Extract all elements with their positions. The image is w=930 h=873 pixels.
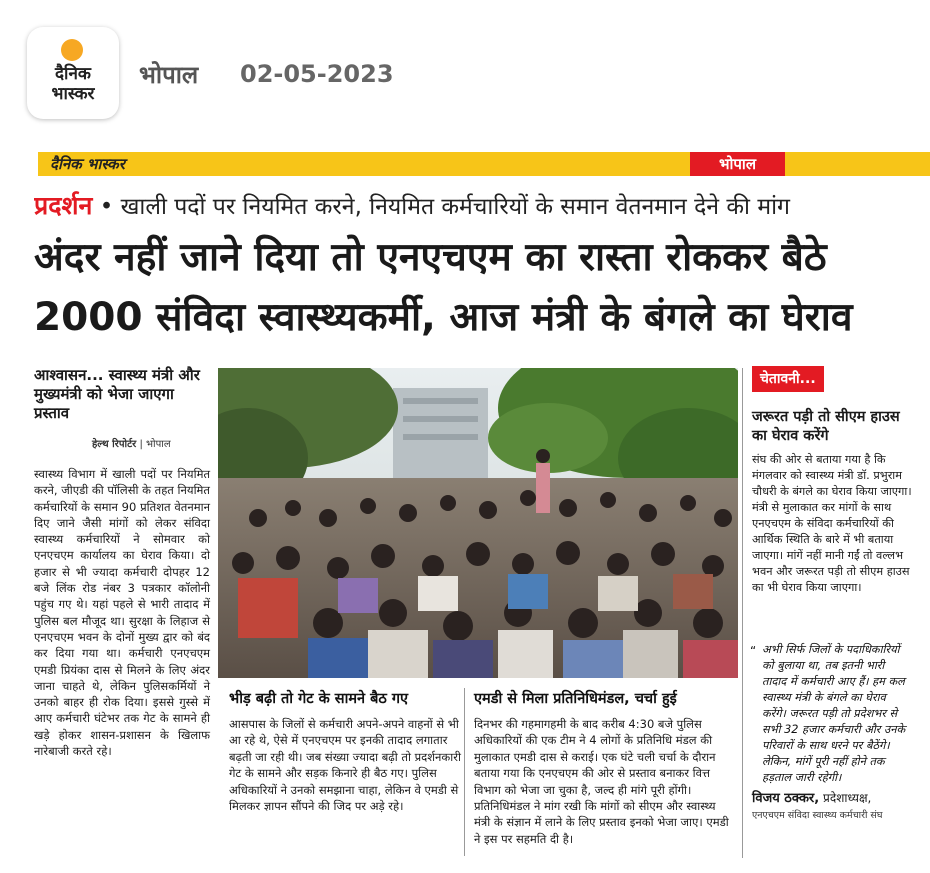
protest-photo	[218, 368, 738, 678]
quote-author	[752, 788, 912, 806]
warning-tag: चेतावनी...	[752, 366, 824, 392]
leader-quote	[752, 642, 912, 821]
article-kicker	[34, 188, 914, 224]
logo-text-line1: दैनिक	[55, 64, 91, 84]
paper-band	[38, 152, 930, 176]
band-brand: दैनिक भास्कर	[50, 155, 125, 173]
byline-author: हेल्थ रिपोर्टर	[92, 439, 137, 450]
right-column	[750, 366, 912, 821]
quote-mark-icon: “	[750, 644, 757, 658]
right-column-body: संघ की ओर से बताया गया है कि मंगलवार को स्वास्थ्य मंत्री डॉ. प्रभुराम चौधरी के बंगले का घेराव किया जाएगा। मंत्री से मुलाकात कर मांगों के साथ एनएचएम के संविदा कर्मचारियों की आर्थिक स्थिति के बारे में भी बताया जाएगा। मांगें नहीं मानी गईं तो वल्लभ भवन और जरूरत पड़ी तो सीएम हाउस का भी घेराव किया जाएगा।	[752, 453, 912, 594]
headline-line-2: 2000 संविदा स्वास्थ्यकर्मी, आज मंत्री के बंगले का घेराव	[34, 295, 853, 340]
edition-date: 02-05-2023	[240, 60, 394, 88]
band-city-tag: भोपाल	[690, 152, 785, 176]
sub-article-crowd	[229, 688, 471, 814]
quote-text: अभी सिर्फ जिलों के पदाधिकारियों को बुलाया था, तब इतनी भारी तादाद में कर्मचारी आए हैं। हम कल स्वास्थ्य मंत्री के बंगले का घेराव करेंगे। जरूरत पड़ी तो प्रदेशभर से सभी 32 हजार कर्मचारी और उनके परिवारों के साथ धरने पर बैठेंगे। लेकिन, मांगें पूरी नहीं होने तक हड़ताल जारी रहेगी।	[762, 643, 906, 784]
right-column-title: जरूरत पड़ी तो सीएम हाउस का घेराव करेंगे	[752, 409, 900, 444]
left-column-title: आश्वासन... स्वास्थ्य मंत्री और मुख्यमंत्री को भेजा जाएगा प्रस्ताव	[34, 366, 200, 422]
article-headline	[34, 228, 919, 348]
dainik-bhaskar-logo[interactable]	[27, 27, 119, 119]
headline-line-1: अंदर नहीं जाने दिया तो एनएचएम का रास्ता रोककर बैठे	[34, 235, 827, 280]
sub-article-title: एमडी से मिला प्रतिनिधिमंडल, चर्चा हुई	[474, 691, 677, 707]
column-divider	[742, 368, 743, 858]
band-city	[690, 152, 930, 176]
quote-organization: एनएचएम संविदा स्वास्थ्य कर्मचारी संघ	[752, 810, 883, 821]
left-column-body: स्वास्थ्य विभाग में खाली पदों पर नियमित करने, जीएडी की पॉलिसी के तहत नियमित कर्मचारियों के समान 90 प्रतिशत वेतनमान दिए जाने जैसी मांगों को लेकर संविदा स्वास्थ्य कर्मचारियों ने सोमवार को एनएचएम कार्यालय का घेराव किया। दो हजार से भी ज्यादा कर्मचारी दोपहर 12 बजे लिंक रोड नंबर 3 पत्रकार कॉलोनी पहुंच गए थे। यहां पहले से भारी तादाद में पुलिस बल मौजूद था। सुरक्षा के लिहाज से एनएचएम भवन के दोनों मुख्य द्वार को बंद कर दिया गया था। कर्मचारी एनएचएम एमडी प्रियंका दास से मिलने के लिए अंदर जाना चाहते थे, लेकिन पुलिसकर्मियों ने उनको बाहर ही रोक दिया। इससे गुस्से में आए कर्मचारी घंटेभर तक गेट के सामने ही खड़े होकर शासन-प्रशासन के खिलाफ नारेबाजी करते रहे।	[34, 467, 210, 759]
left-column	[34, 366, 210, 759]
sub-article-body: दिनभर की गहमागहमी के बाद करीब 4:30 बजे पुलिस अधिकारियों की एक टीम ने 4 लोगों के प्रतिनिधि मंडल की मुलाकात एमडी दास से कराई। एक घंटे चली चर्चा के दौरान बताया गया कि एनएचएम की ओर से प्रस्ताव बनाकर वित्त विभाग को भेजा जा चुका है, जल्द ही मांगे पूरी होंगी। प्रतिनिधिमंडल ने मांग रखी कि मांगों को सीएम और स्वास्थ्य मंत्री के संज्ञान में लाने के लिए प्रस्ताव इनको भेजा जाए। एमडी ने इस पर सहमति दी है।	[474, 717, 729, 846]
logo-sun-icon	[61, 39, 83, 61]
sub-article-title: भीड़ बढ़ी तो गेट के सामने बैठ गए	[229, 691, 409, 707]
byline-city: | भोपाल	[136, 439, 171, 450]
app-header	[0, 0, 930, 140]
protest-photo-illustration	[218, 368, 738, 678]
logo-text-line2: भास्कर	[51, 84, 95, 104]
quote-author-name: विजय ठक्कर,	[752, 791, 820, 806]
kicker-label: प्रदर्शन	[34, 191, 93, 220]
edition-city: भोपाल	[139, 61, 199, 89]
quote-author-role: प्रदेशाध्यक्ष,	[819, 791, 872, 805]
byline	[92, 436, 171, 450]
kicker-text: • खाली पदों पर नियमित करने, नियमित कर्मचारियों के समान वेतनमान देने की मांग	[92, 194, 790, 220]
sub-article-delegation	[474, 688, 732, 847]
sub-article-body: आसपास के जिलों से कर्मचारी अपने-अपने वाहनों से भी आ रहे थे, ऐसे में एनएचएम पर इनकी तादाद लगातार बढ़ती जा रही थी। जब संख्या ज्यादा बढ़ी तो प्रदर्शनकारी गेट के सामने और सड़क किनारे ही बैठ गए। पुलिस अधिकारियों ने उनको समझाना चाहा, लेकिन वे एमडी से मिलकर ज्ञापन सौंपने की जिद पर अड़े रहे।	[229, 717, 461, 814]
